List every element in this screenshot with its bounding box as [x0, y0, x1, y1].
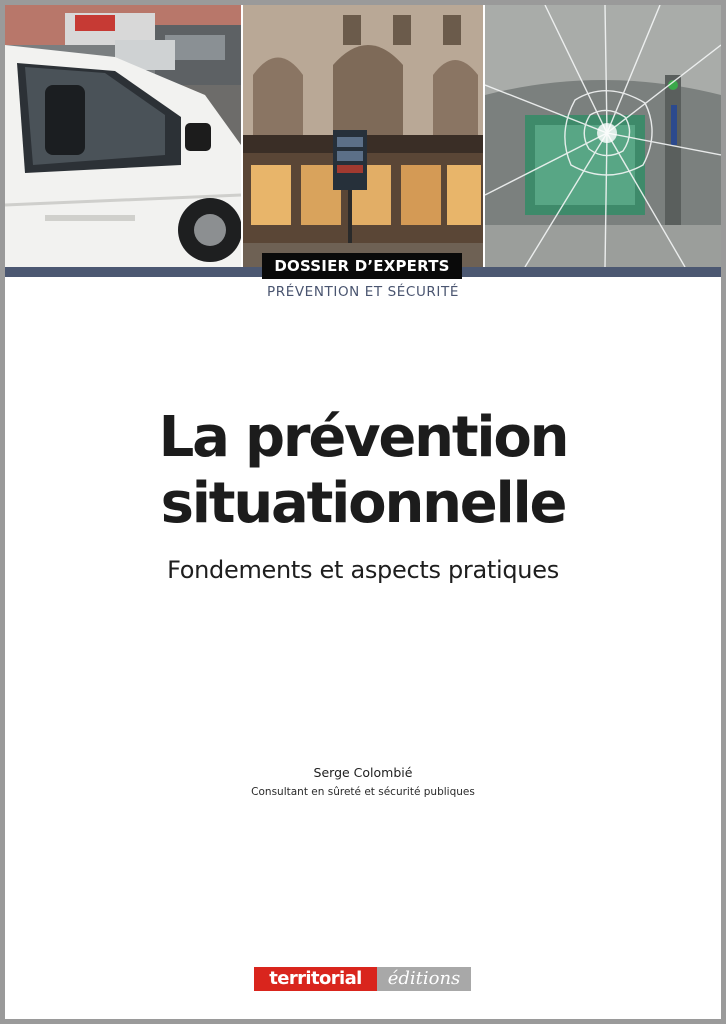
book-title-line-2: situationnelle: [160, 471, 566, 536]
train-station-photo: [243, 5, 483, 267]
cover-photo-strip: [5, 5, 721, 267]
collection-badge: DOSSIER D’EXPERTS: [262, 253, 462, 279]
author-role: Consultant en sûreté et sécurité publiques: [251, 786, 475, 798]
book-cover: [5, 5, 721, 1019]
broken-glass-photo: [485, 5, 721, 267]
collection-series: PRÉVENTION ET SÉCURITÉ: [267, 284, 459, 300]
author-name: Serge Colombié: [313, 765, 413, 780]
book-subtitle: Fondements et aspects pratiques: [167, 556, 559, 584]
publisher-imprint: éditions: [377, 967, 471, 991]
car-window-photo: [5, 5, 241, 267]
book-title: [5, 405, 721, 537]
publisher-name: territorial: [254, 967, 377, 991]
publisher-logo: [254, 967, 471, 991]
book-title-line-1: La prévention: [158, 405, 568, 470]
